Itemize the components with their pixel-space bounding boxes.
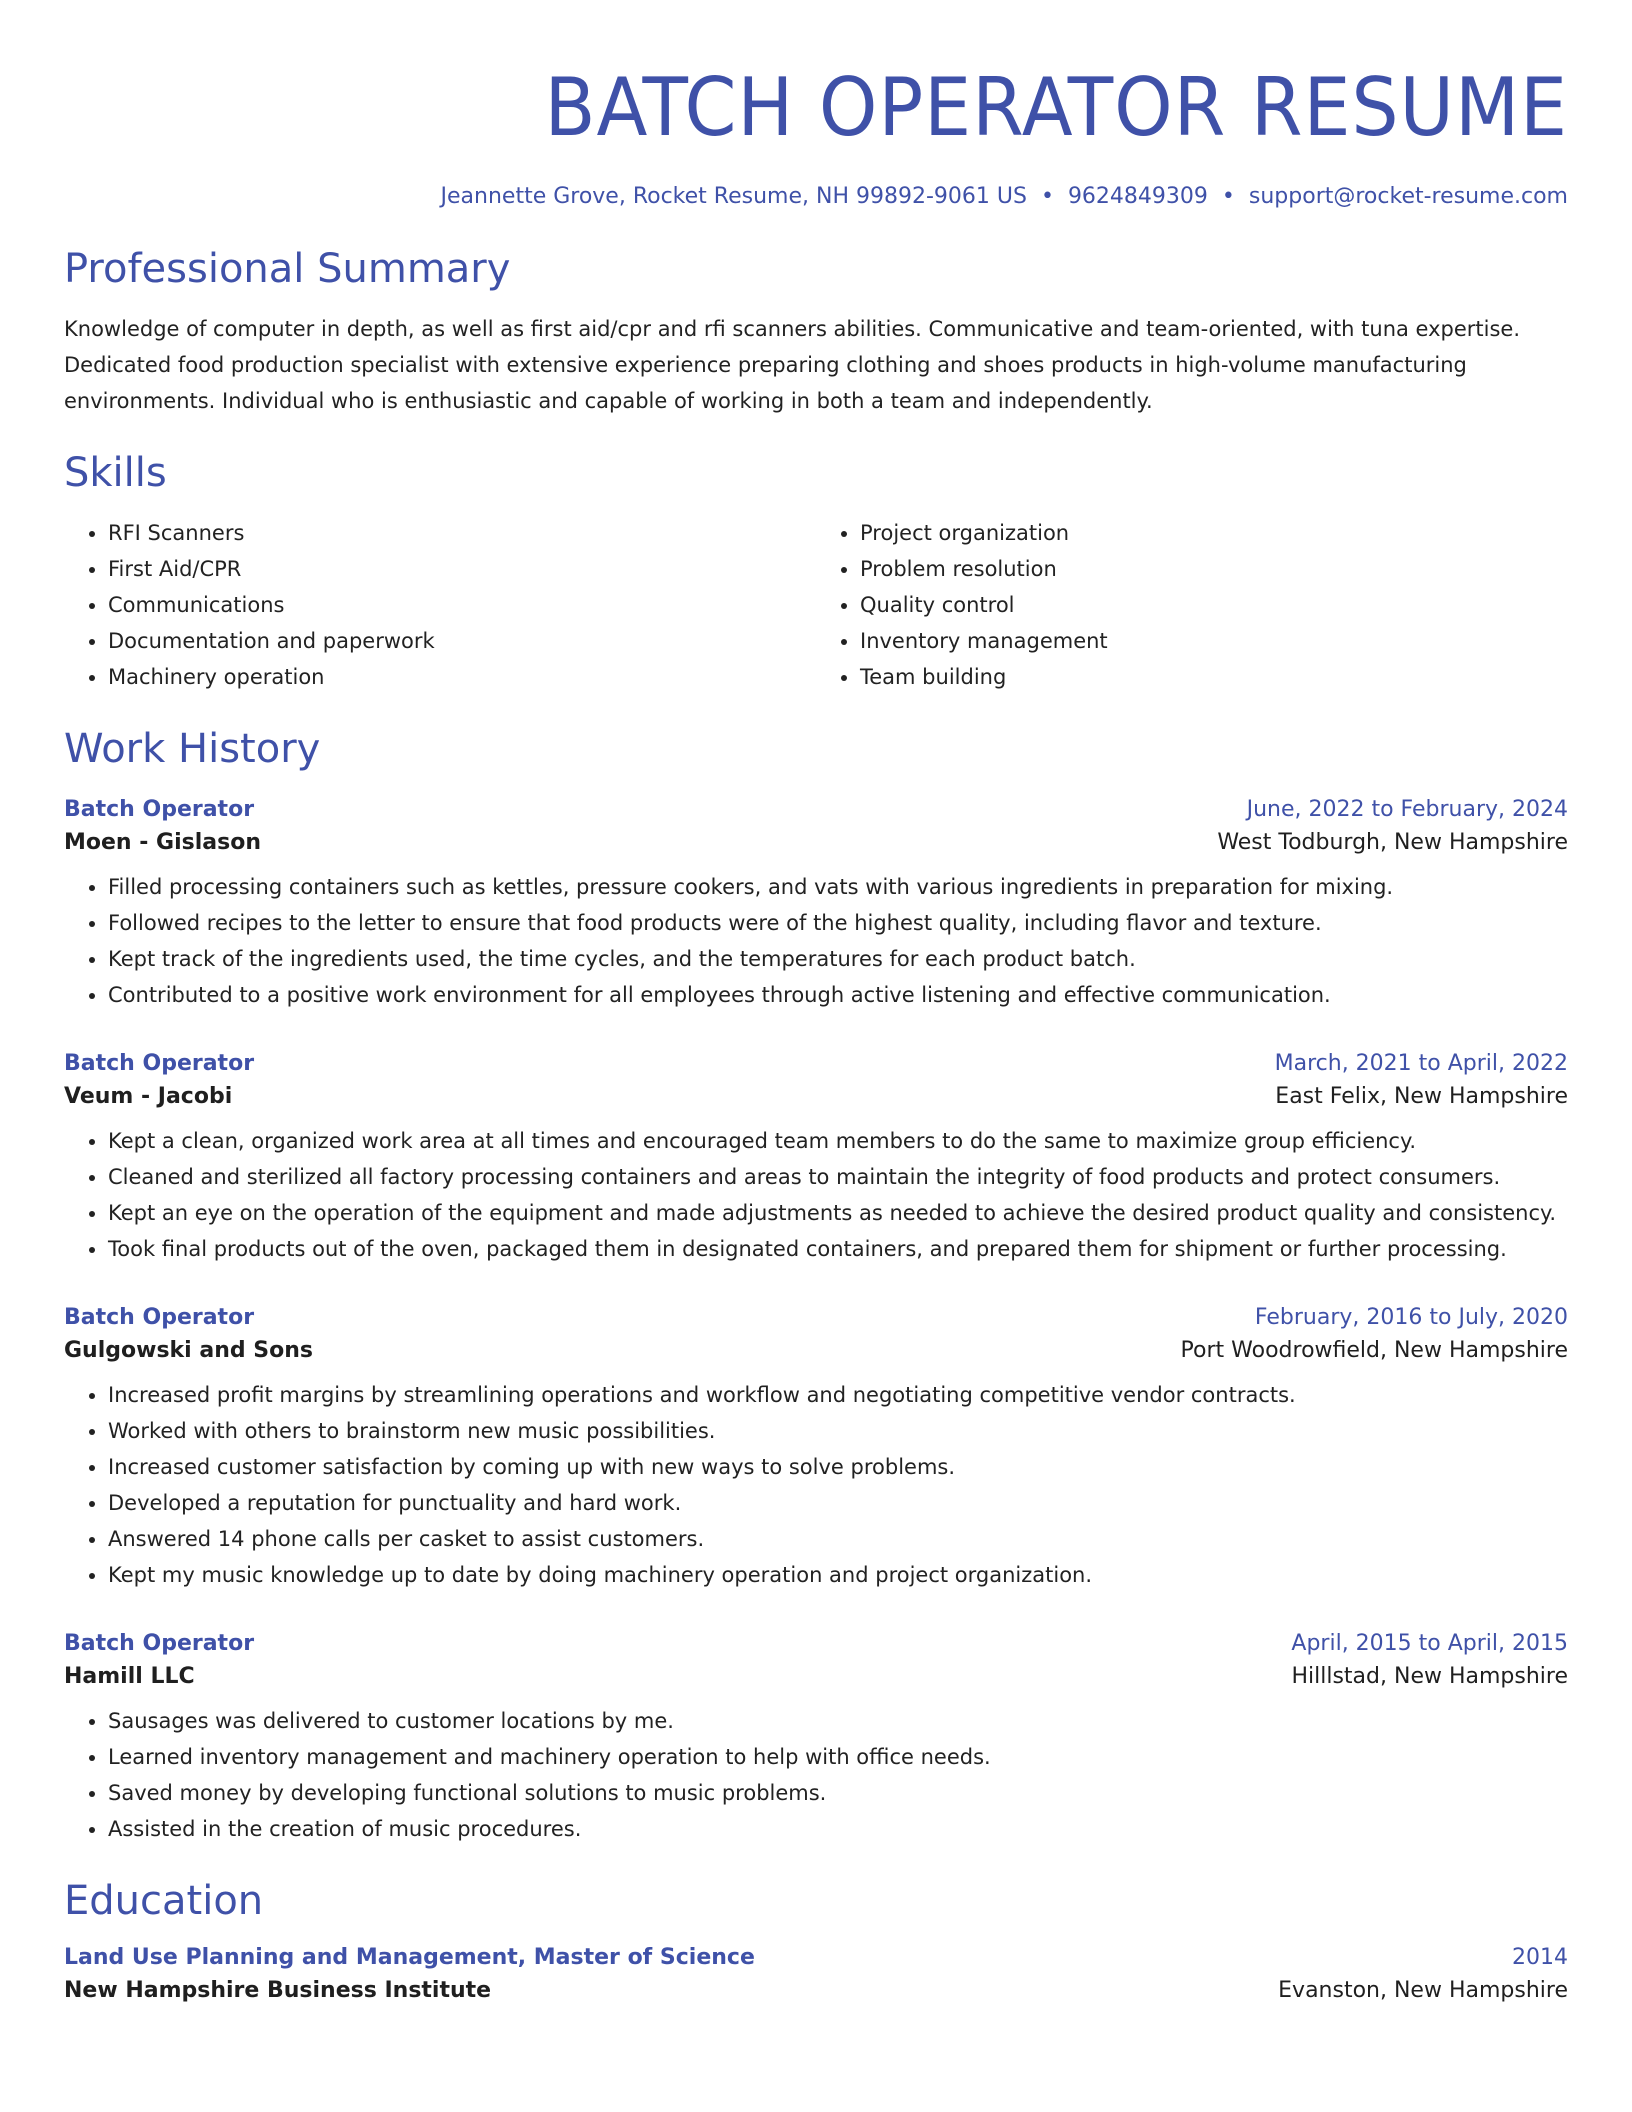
job-dates: March, 2021 to April, 2022 bbox=[1274, 1051, 1568, 1076]
contact-separator: • bbox=[1040, 184, 1054, 209]
job-bullet: • Answered 14 phone calls per casket to assist customers. bbox=[108, 1521, 1568, 1557]
job-bullet: • Kept a clean, organized work area at all times and encouraged team members to do the same to maximize group efficiency. bbox=[108, 1123, 1568, 1159]
job-dates: February, 2016 to July, 2020 bbox=[1254, 1305, 1568, 1330]
skill-item: • Communications bbox=[108, 587, 816, 623]
skill-item: • Inventory management bbox=[860, 623, 1568, 659]
contact-address: Jeannette Grove, Rocket Resume, NH 99892-9061 US bbox=[440, 184, 1027, 209]
job-subheader bbox=[64, 1084, 1568, 1109]
job-header bbox=[64, 1305, 1568, 1330]
job-title: Batch Operator bbox=[64, 1305, 255, 1330]
skill-item: • First Aid/CPR bbox=[108, 551, 816, 587]
job-bullet: • Kept my music knowledge up to date by doing machinery operation and project organization. bbox=[108, 1557, 1568, 1593]
education-location: Evanston, New Hampshire bbox=[1278, 1978, 1568, 2003]
skill-item: • Project organization bbox=[860, 515, 1568, 551]
work-history-heading: Work History bbox=[64, 726, 321, 772]
skill-item: • Quality control bbox=[860, 587, 1568, 623]
skills-list-left bbox=[64, 515, 816, 695]
resume-title: BATCH OPERATOR RESUME bbox=[544, 61, 1568, 154]
job-subheader bbox=[64, 1338, 1568, 1363]
job-bullet: • Filled processing containers such as kettles, pressure cookers, and vats with various ingredients in preparation for mixing. bbox=[108, 869, 1568, 905]
job-bullet: • Learned inventory management and machinery operation to help with office needs. bbox=[108, 1739, 1568, 1775]
education-year: 2014 bbox=[1512, 1945, 1568, 1970]
job-bullet: • Kept track of the ingredients used, the time cycles, and the temperatures for each product batch. bbox=[108, 941, 1568, 977]
skill-item: • Problem resolution bbox=[860, 551, 1568, 587]
job-bullet: • Increased profit margins by streamlining operations and workflow and negotiating competitive vendor contracts. bbox=[108, 1377, 1568, 1413]
skill-item: • Team building bbox=[860, 659, 1568, 695]
job-bullets bbox=[64, 869, 1568, 1013]
job-title: Batch Operator bbox=[64, 1631, 255, 1656]
job-bullet: • Saved money by developing functional solutions to music problems. bbox=[108, 1775, 1568, 1811]
contact-separator: • bbox=[1221, 184, 1235, 209]
job-bullet: • Cleaned and sterilized all factory processing containers and areas to maintain the integrity of food products and protect consumers. bbox=[108, 1159, 1568, 1195]
job-location: West Todburgh, New Hampshire bbox=[1217, 830, 1568, 855]
job-bullet: • Followed recipes to the letter to ensure that food products were of the highest quality, including flavor and texture. bbox=[108, 905, 1568, 941]
job-bullet: • Assisted in the creation of music procedures. bbox=[108, 1811, 1568, 1847]
education-entry bbox=[64, 1945, 1568, 2003]
job-location: East Felix, New Hampshire bbox=[1275, 1084, 1568, 1109]
job-bullet: • Took final products out of the oven, packaged them in designated containers, and prepared them for shipment or further processing. bbox=[108, 1231, 1568, 1267]
skills-grid bbox=[64, 515, 1568, 695]
education-section bbox=[64, 1877, 1568, 2003]
education-school: New Hampshire Business Institute bbox=[64, 1978, 492, 2003]
job-bullet: • Increased customer satisfaction by coming up with new ways to solve problems. bbox=[108, 1449, 1568, 1485]
skill-item: • Machinery operation bbox=[108, 659, 816, 695]
job-company: Hamill LLC bbox=[64, 1664, 195, 1689]
job-bullet: • Worked with others to brainstorm new music possibilities. bbox=[108, 1413, 1568, 1449]
job-bullet: • Sausages was delivered to customer locations by me. bbox=[108, 1703, 1568, 1739]
work-history-section bbox=[64, 725, 1568, 1847]
job-dates: April, 2015 to April, 2015 bbox=[1291, 1631, 1568, 1656]
job-header bbox=[64, 1631, 1568, 1656]
job-bullets bbox=[64, 1123, 1568, 1267]
job-title: Batch Operator bbox=[64, 797, 255, 822]
skills-list-right bbox=[816, 515, 1568, 695]
summary-text: Knowledge of computer in depth, as well as first aid/cpr and rfi scanners abilities. Communicative and team-oriented, with tuna expertise. Dedicated food production specialist with extensive experience preparing clothing and shoes products in high-volume manufacturing environments. Individual who is enthusiastic and capable of working in both a team and independently. bbox=[64, 317, 1521, 413]
summary-section bbox=[64, 245, 1568, 419]
job-company: Gulgowski and Sons bbox=[64, 1338, 314, 1363]
skills-section bbox=[64, 449, 1568, 695]
job-title: Batch Operator bbox=[64, 1051, 255, 1076]
job-company: Veum - Jacobi bbox=[64, 1084, 233, 1109]
job-location: Port Woodrowfield, New Hampshire bbox=[1180, 1338, 1568, 1363]
skill-item: • RFI Scanners bbox=[108, 515, 816, 551]
skill-item: • Documentation and paperwork bbox=[108, 623, 816, 659]
education-heading: Education bbox=[64, 1878, 264, 1924]
education-degree: Land Use Planning and Management, Master of Science bbox=[64, 1945, 755, 1970]
job-entry bbox=[64, 797, 1568, 1013]
job-dates: June, 2022 to February, 2024 bbox=[1246, 797, 1568, 822]
job-location: Hilllstad, New Hampshire bbox=[1291, 1664, 1568, 1689]
contact-line bbox=[64, 184, 1568, 209]
job-entry bbox=[64, 1631, 1568, 1847]
job-subheader bbox=[64, 830, 1568, 855]
job-bullets bbox=[64, 1377, 1568, 1593]
skills-heading: Skills bbox=[64, 450, 167, 496]
contact-phone: 9624849309 bbox=[1067, 184, 1208, 209]
job-bullet: • Developed a reputation for punctuality and hard work. bbox=[108, 1485, 1568, 1521]
job-bullet: • Contributed to a positive work environment for all employees through active listening and effective communication. bbox=[108, 977, 1568, 1013]
job-bullets bbox=[64, 1703, 1568, 1847]
job-header bbox=[64, 797, 1568, 822]
contact-email[interactable]: support@rocket-resume.com bbox=[1248, 184, 1568, 209]
job-entry bbox=[64, 1305, 1568, 1593]
summary-heading: Professional Summary bbox=[64, 246, 511, 292]
job-header bbox=[64, 1051, 1568, 1076]
job-bullet: • Kept an eye on the operation of the equipment and made adjustments as needed to achieve the desired product quality and consistency. bbox=[108, 1195, 1568, 1231]
education-subheader bbox=[64, 1978, 1568, 2003]
job-subheader bbox=[64, 1664, 1568, 1689]
job-entry bbox=[64, 1051, 1568, 1267]
job-company: Moen - Gislason bbox=[64, 830, 261, 855]
education-header bbox=[64, 1945, 1568, 1970]
